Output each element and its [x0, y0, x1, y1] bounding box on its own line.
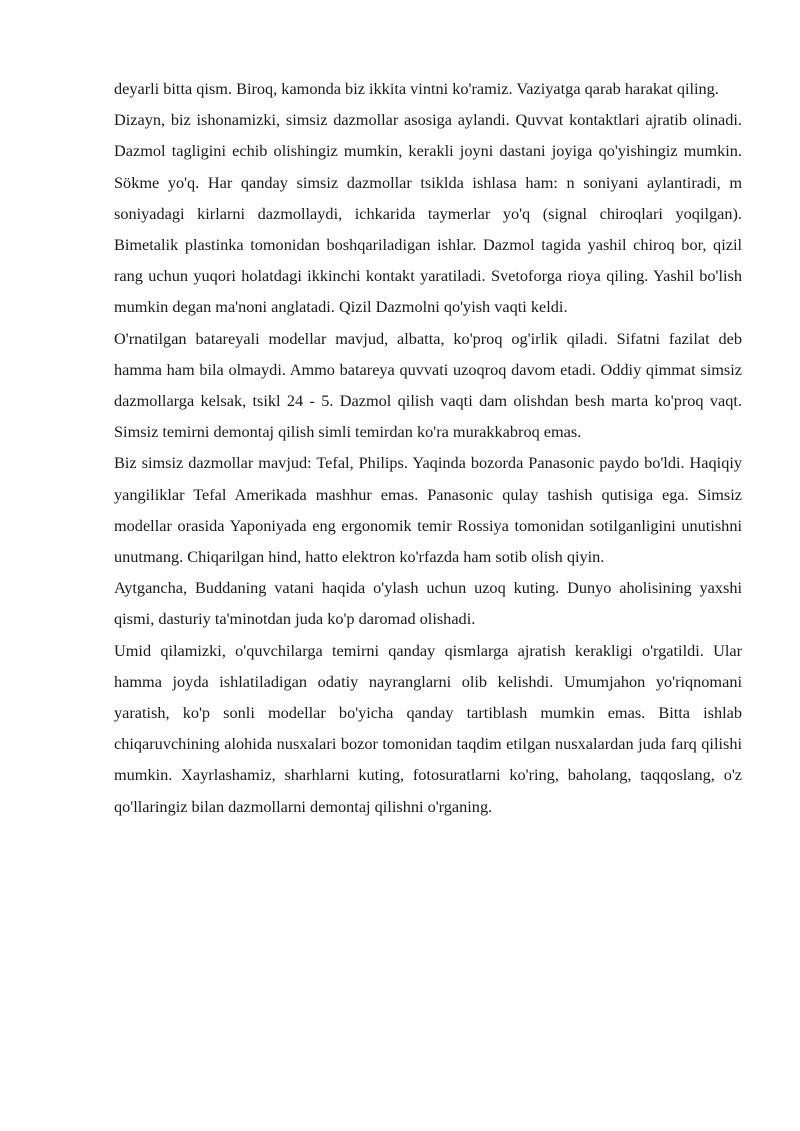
paragraph-4: Biz simsiz dazmollar mavjud: Tefal, Philips. Yaqinda bozorda Panasonic paydo bo'ldi. Haqiqiy yangiliklar Tefal Amerikada mashhur emas. Panasonic qulay tashish qutisiga ega. Simsiz modellar orasida Yaponiyada eng ergonomik temir Rossiya tomonidan sotilganligini unutishni unutmang. Chiqarilgan hind, hatto elektron ko'rfazda ham sotib olish qiyin.	[114, 453, 742, 567]
paragraph-2: Dizayn, biz ishonamizki, simsiz dazmollar asosiga aylandi. Quvvat kontaktlari ajratib olinadi. Dazmol tagligini echib olishingiz mumkin, kerakli joyni dastani joyiga qo'yishingiz mumkin. Sökme yo'q. Har qanday simsiz dazmollar tsiklda ishlasa ham: n soniyani aylantiradi, m soniyadagi kirlarni dazmollaydi, ichkarida taymerlar yo'q (signal chiroqlari yoqilgan). Bimetalik plastinka tomonidan boshqariladigan ishlar. Dazmol tagida yashil chiroq bor, qizil rang uchun yuqori holatdagi ikkinchi kontakt yaratiladi. Svetoforga rioya qiling. Yashil bo'lish mumkin degan ma'noni anglatadi. Qizil Dazmolni qo'yish vaqti keldi.	[114, 110, 742, 317]
paragraph-6: Umid qilamizki, o'quvchilarga temirni qanday qismlarga ajratish kerakligi o'rgatildi. Ular hamma joyda ishlatiladigan odatiy nayranglarni olib kelishdi. Umumjahon yo'riqnomani yaratish, ko'p sonli modellar bo'yicha qanday tartiblash mumkin emas. Bitta ishlab chiqaruvchining alohida nusxalari bozor tomonidan taqdim etilgan nusxalardan juda farq qilishi mumkin. Xayrlashamiz, sharhlarni kuting, fotosuratlarni ko'ring, baholang, taqqoslang, o'z qo'llaringiz bilan dazmollarni demontaj qilishni o'rganing.	[114, 640, 742, 816]
paragraph-1: deyarli bitta qism. Biroq, kamonda biz ikkita vintni ko'ramiz. Vaziyatga qarab harakat qiling.	[114, 79, 719, 98]
paragraph-5: Aytgancha, Buddaning vatani haqida o'ylash uchun uzoq kuting. Dunyo aholisining yaxshi qismi, dasturiy ta'minotdan juda ko'p daromad olishadi.	[114, 578, 742, 629]
paragraph-3: O'rnatilgan batareyali modellar mavjud, albatta, ko'proq og'irlik qiladi. Sifatni fazilat deb hamma ham bila olmaydi. Ammo batareya quvvati uzoqroq davom etadi. Oddiy qimmat simsiz dazmollarga kelsak, tsikl 24 - 5. Dazmol qilish vaqti dam olishdan besh marta ko'proq vaqt. Simsiz temirni demontaj qilish simli temirdan ko'ra murakkabroq emas.	[114, 328, 742, 442]
document-page	[114, 73, 742, 822]
